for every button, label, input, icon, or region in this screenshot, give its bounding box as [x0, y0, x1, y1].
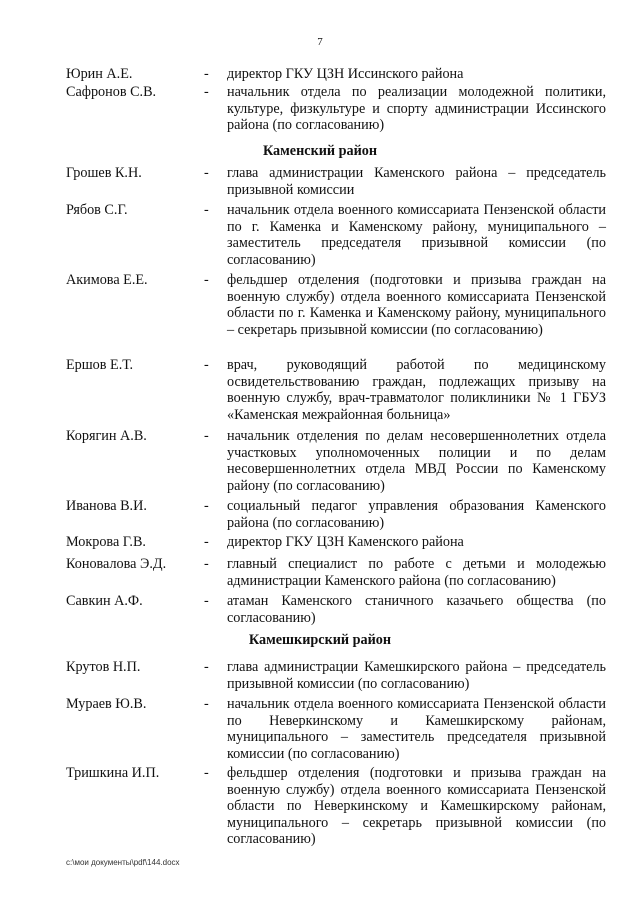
- member-position: фельдшер отделения (подготовки и призыва граждан на военную службу) отдела военного комиссариата Пензенской области по Неверкинскому и Камешкирскому районам, муниципального – секретарь призывной комиссии (по согласованию): [227, 765, 606, 847]
- member-name: Коновалова Э.Д.: [66, 556, 167, 572]
- member-position: фельдшер отделения (подготовки и призыва граждан на военную службу) отдела военного комиссариата Пензенской области по г. Каменка и Каменскому району, муниципального – секретарь призывной комиссии (по согласованию): [227, 272, 606, 338]
- dash: -: [204, 593, 209, 609]
- dash: -: [204, 428, 209, 444]
- member-position: главный специалист по работе с детьми и молодежью администрации Каменского района (по согласованию): [227, 556, 606, 589]
- member-name: Акимова Е.Е.: [66, 272, 148, 288]
- dash: -: [204, 202, 209, 218]
- member-position: врач, руководящий работой по медицинскому освидетельствованию граждан, подлежащих призыву на военную службу, врач-травматолог поликлиники № 1 ГБУЗ «Каменская межрайонная больница»: [227, 357, 606, 423]
- dash: -: [204, 165, 209, 181]
- member-position: начальник отдела военного комиссариата Пензенской области по Неверкинскому и Камешкирскому районам, муниципального – заместитель председателя призывной комиссии (по согласованию): [227, 696, 606, 762]
- page-number: 7: [317, 36, 323, 48]
- member-position: директор ГКУ ЦЗН Иссинского района: [227, 66, 464, 82]
- member-name: Ершов Е.Т.: [66, 357, 134, 373]
- member-name: Савкин А.Ф.: [66, 593, 143, 609]
- file-path-footer: c:\мои документы\pdf\144.docx: [66, 858, 180, 867]
- member-name: Мокрова Г.В.: [66, 534, 146, 550]
- member-position: социальный педагог управления образования Каменского района (по согласованию): [227, 498, 606, 531]
- member-name: Рябов С.Г.: [66, 202, 128, 218]
- dash: -: [204, 696, 209, 712]
- member-name: Крутов Н.П.: [66, 659, 141, 675]
- member-name: Мураев Ю.В.: [66, 696, 147, 712]
- dash: -: [204, 659, 209, 675]
- member-position: глава администрации Камешкирского района – председатель призывной комиссии (по согласованию): [227, 659, 606, 692]
- dash: -: [204, 66, 209, 82]
- section-heading: Камешкирский район: [248, 632, 392, 648]
- dash: -: [204, 556, 209, 572]
- dash: -: [204, 272, 209, 288]
- member-name: Юрин А.Е.: [66, 66, 133, 82]
- section-heading: Каменский район: [262, 143, 378, 159]
- member-position: глава администрации Каменского района – председатель призывной комиссии: [227, 165, 606, 198]
- member-position: директор ГКУ ЦЗН Каменского района: [227, 534, 464, 550]
- member-position: начальник отделения по делам несовершеннолетних отдела участковых уполномоченных полиции и по делам несовершеннолетних отдела МВД России по Каменскому району (по согласованию): [227, 428, 606, 494]
- member-position: атаман Каменского станичного казачьего общества (по согласованию): [227, 593, 606, 626]
- member-name: Тришкина И.П.: [66, 765, 160, 781]
- member-name: Грошев К.Н.: [66, 165, 142, 181]
- member-name: Сафронов С.В.: [66, 84, 157, 100]
- member-position: начальник отдела по реализации молодежной политики, культуре, физкультуре и спорту администрации Иссинского района (по согласованию): [227, 84, 606, 133]
- dash: -: [204, 498, 209, 514]
- dash: -: [204, 534, 209, 550]
- dash: -: [204, 84, 209, 100]
- dash: -: [204, 357, 209, 373]
- dash: -: [204, 765, 209, 781]
- member-name: Корягин А.В.: [66, 428, 147, 444]
- member-position: начальник отдела военного комиссариата Пензенской области по г. Каменка и Каменскому району, муниципального – заместитель председателя призывной комиссии (по согласованию): [227, 202, 606, 268]
- member-name: Иванова В.И.: [66, 498, 147, 514]
